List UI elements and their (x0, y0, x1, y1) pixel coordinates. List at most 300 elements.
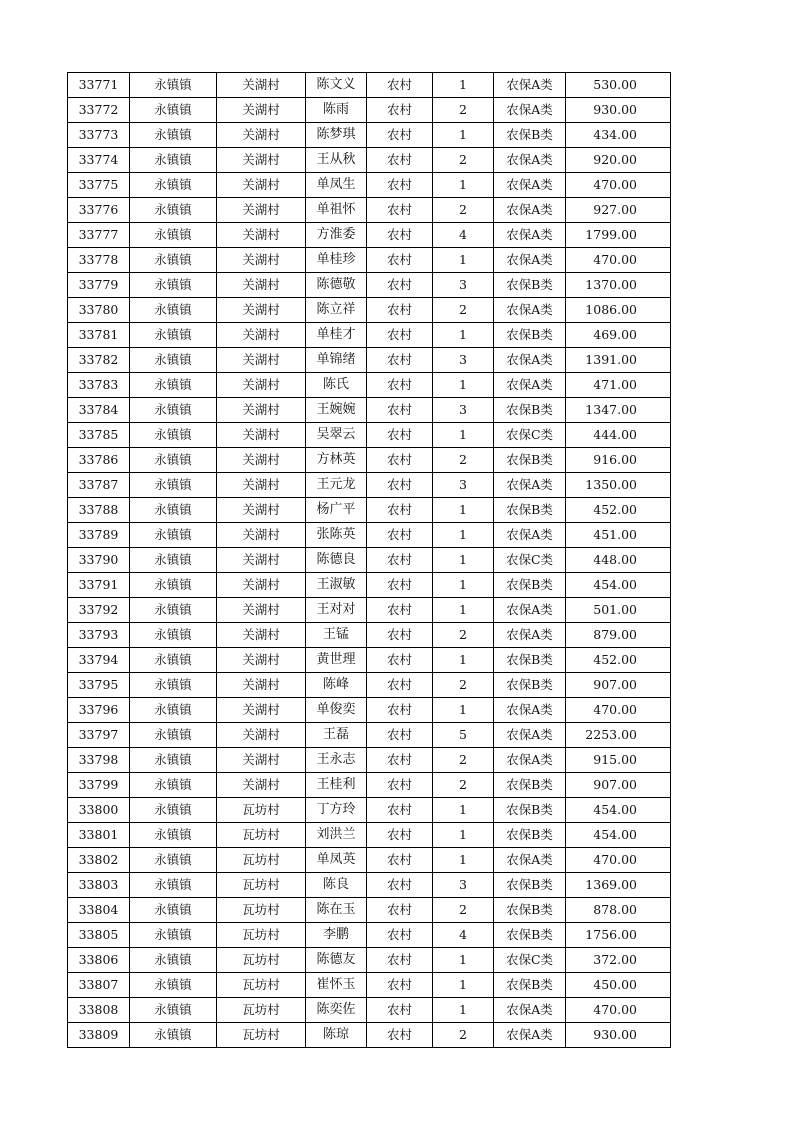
cell-town: 永镇镇 (130, 448, 217, 473)
cell-name: 陈氏 (306, 373, 367, 398)
cell-amount: 434.00 (566, 123, 671, 148)
cell-id: 33804 (68, 898, 130, 923)
cell-amount: 1370.00 (566, 273, 671, 298)
cell-id: 33774 (68, 148, 130, 173)
cell-category: 农保A类 (494, 98, 566, 123)
cell-village: 关湖村 (217, 623, 306, 648)
cell-name: 崔怀玉 (306, 973, 367, 998)
cell-town: 永镇镇 (130, 798, 217, 823)
cell-amount: 452.00 (566, 498, 671, 523)
cell-town: 永镇镇 (130, 598, 217, 623)
cell-name: 王磊 (306, 723, 367, 748)
cell-name: 单凤生 (306, 173, 367, 198)
cell-town: 永镇镇 (130, 823, 217, 848)
table-row (68, 473, 671, 498)
cell-category: 农保A类 (494, 198, 566, 223)
table-row (68, 673, 671, 698)
cell-id: 33799 (68, 773, 130, 798)
cell-area: 农村 (367, 1023, 433, 1048)
cell-area: 农村 (367, 223, 433, 248)
cell-village: 瓦坊村 (217, 823, 306, 848)
cell-amount: 879.00 (566, 623, 671, 648)
cell-name: 陈奕佐 (306, 998, 367, 1023)
cell-name: 单桂才 (306, 323, 367, 348)
cell-village: 关湖村 (217, 598, 306, 623)
cell-amount: 470.00 (566, 998, 671, 1023)
table-row (68, 648, 671, 673)
cell-area: 农村 (367, 548, 433, 573)
cell-amount: 454.00 (566, 798, 671, 823)
cell-count: 2 (433, 98, 494, 123)
cell-area: 农村 (367, 523, 433, 548)
cell-amount: 878.00 (566, 898, 671, 923)
cell-town: 永镇镇 (130, 223, 217, 248)
cell-area: 农村 (367, 348, 433, 373)
cell-amount: 930.00 (566, 1023, 671, 1048)
cell-count: 1 (433, 948, 494, 973)
cell-id: 33806 (68, 948, 130, 973)
cell-village: 瓦坊村 (217, 1023, 306, 1048)
table-row (68, 298, 671, 323)
cell-name: 单凤英 (306, 848, 367, 873)
cell-id: 33788 (68, 498, 130, 523)
cell-category: 农保B类 (494, 398, 566, 423)
cell-area: 农村 (367, 573, 433, 598)
cell-id: 33772 (68, 98, 130, 123)
cell-id: 33798 (68, 748, 130, 773)
cell-amount: 1350.00 (566, 473, 671, 498)
cell-area: 农村 (367, 873, 433, 898)
cell-count: 1 (433, 123, 494, 148)
cell-id: 33803 (68, 873, 130, 898)
cell-category: 农保A类 (494, 473, 566, 498)
cell-id: 33796 (68, 698, 130, 723)
cell-amount: 920.00 (566, 148, 671, 173)
cell-amount: 915.00 (566, 748, 671, 773)
cell-town: 永镇镇 (130, 573, 217, 598)
cell-town: 永镇镇 (130, 698, 217, 723)
cell-name: 王元龙 (306, 473, 367, 498)
cell-village: 关湖村 (217, 398, 306, 423)
cell-count: 1 (433, 173, 494, 198)
cell-name: 陈在玉 (306, 898, 367, 923)
cell-area: 农村 (367, 73, 433, 98)
cell-category: 农保A类 (494, 173, 566, 198)
cell-town: 永镇镇 (130, 673, 217, 698)
cell-count: 1 (433, 248, 494, 273)
cell-name: 陈良 (306, 873, 367, 898)
cell-area: 农村 (367, 173, 433, 198)
cell-id: 33784 (68, 398, 130, 423)
cell-amount: 1756.00 (566, 923, 671, 948)
cell-village: 关湖村 (217, 348, 306, 373)
cell-area: 农村 (367, 448, 433, 473)
cell-village: 关湖村 (217, 498, 306, 523)
cell-id: 33775 (68, 173, 130, 198)
cell-category: 农保B类 (494, 448, 566, 473)
cell-id: 33779 (68, 273, 130, 298)
cell-category: 农保A类 (494, 848, 566, 873)
table-row (68, 623, 671, 648)
cell-amount: 450.00 (566, 973, 671, 998)
cell-category: 农保A类 (494, 373, 566, 398)
cell-amount: 1799.00 (566, 223, 671, 248)
cell-amount: 448.00 (566, 548, 671, 573)
cell-id: 33773 (68, 123, 130, 148)
cell-town: 永镇镇 (130, 623, 217, 648)
cell-count: 1 (433, 848, 494, 873)
cell-area: 农村 (367, 898, 433, 923)
table-row (68, 773, 671, 798)
cell-category: 农保A类 (494, 998, 566, 1023)
cell-name: 黄世理 (306, 648, 367, 673)
cell-id: 33809 (68, 1023, 130, 1048)
cell-count: 1 (433, 798, 494, 823)
cell-count: 2 (433, 298, 494, 323)
cell-area: 农村 (367, 323, 433, 348)
cell-amount: 470.00 (566, 848, 671, 873)
cell-count: 1 (433, 573, 494, 598)
cell-name: 单桂珍 (306, 248, 367, 273)
cell-id: 33777 (68, 223, 130, 248)
cell-category: 农保A类 (494, 248, 566, 273)
cell-count: 1 (433, 823, 494, 848)
cell-category: 农保C类 (494, 948, 566, 973)
table-row (68, 323, 671, 348)
cell-id: 33795 (68, 673, 130, 698)
cell-amount: 530.00 (566, 73, 671, 98)
cell-area: 农村 (367, 498, 433, 523)
cell-village: 瓦坊村 (217, 973, 306, 998)
cell-count: 1 (433, 373, 494, 398)
cell-village: 关湖村 (217, 573, 306, 598)
cell-category: 农保C类 (494, 548, 566, 573)
cell-area: 农村 (367, 773, 433, 798)
cell-village: 关湖村 (217, 548, 306, 573)
cell-count: 3 (433, 873, 494, 898)
cell-id: 33789 (68, 523, 130, 548)
cell-count: 2 (433, 198, 494, 223)
cell-village: 关湖村 (217, 273, 306, 298)
cell-count: 3 (433, 348, 494, 373)
cell-category: 农保A类 (494, 148, 566, 173)
cell-id: 33807 (68, 973, 130, 998)
cell-name: 陈琼 (306, 1023, 367, 1048)
cell-id: 33790 (68, 548, 130, 573)
cell-name: 方淮委 (306, 223, 367, 248)
cell-village: 关湖村 (217, 473, 306, 498)
cell-village: 关湖村 (217, 423, 306, 448)
cell-amount: 1369.00 (566, 873, 671, 898)
cell-category: 农保A类 (494, 698, 566, 723)
cell-village: 关湖村 (217, 73, 306, 98)
cell-category: 农保A类 (494, 298, 566, 323)
cell-id: 33787 (68, 473, 130, 498)
data-table (67, 72, 671, 1048)
cell-village: 关湖村 (217, 648, 306, 673)
cell-amount: 454.00 (566, 573, 671, 598)
table-row (68, 98, 671, 123)
cell-village: 关湖村 (217, 123, 306, 148)
cell-town: 永镇镇 (130, 923, 217, 948)
cell-count: 3 (433, 473, 494, 498)
cell-town: 永镇镇 (130, 723, 217, 748)
cell-amount: 444.00 (566, 423, 671, 448)
cell-town: 永镇镇 (130, 348, 217, 373)
cell-name: 丁方玲 (306, 798, 367, 823)
cell-count: 2 (433, 1023, 494, 1048)
table-row (68, 373, 671, 398)
cell-town: 永镇镇 (130, 398, 217, 423)
cell-category: 农保B类 (494, 873, 566, 898)
cell-area: 农村 (367, 948, 433, 973)
cell-id: 33791 (68, 573, 130, 598)
cell-town: 永镇镇 (130, 148, 217, 173)
cell-area: 农村 (367, 198, 433, 223)
cell-village: 关湖村 (217, 698, 306, 723)
cell-count: 1 (433, 998, 494, 1023)
cell-town: 永镇镇 (130, 173, 217, 198)
cell-town: 永镇镇 (130, 248, 217, 273)
cell-category: 农保C类 (494, 423, 566, 448)
cell-category: 农保B类 (494, 773, 566, 798)
cell-name: 陈峰 (306, 673, 367, 698)
cell-area: 农村 (367, 123, 433, 148)
cell-amount: 2253.00 (566, 723, 671, 748)
cell-category: 农保A类 (494, 598, 566, 623)
cell-id: 33785 (68, 423, 130, 448)
cell-amount: 501.00 (566, 598, 671, 623)
cell-area: 农村 (367, 648, 433, 673)
cell-count: 1 (433, 73, 494, 98)
cell-id: 33805 (68, 923, 130, 948)
cell-name: 单锦绪 (306, 348, 367, 373)
table-row (68, 798, 671, 823)
cell-name: 单祖怀 (306, 198, 367, 223)
cell-area: 农村 (367, 973, 433, 998)
cell-amount: 1391.00 (566, 348, 671, 373)
cell-count: 1 (433, 323, 494, 348)
cell-amount: 927.00 (566, 198, 671, 223)
cell-town: 永镇镇 (130, 748, 217, 773)
cell-category: 农保A类 (494, 223, 566, 248)
cell-category: 农保B类 (494, 798, 566, 823)
cell-id: 33808 (68, 998, 130, 1023)
cell-town: 永镇镇 (130, 298, 217, 323)
cell-area: 农村 (367, 398, 433, 423)
cell-town: 永镇镇 (130, 473, 217, 498)
cell-amount: 372.00 (566, 948, 671, 973)
cell-name: 王从秋 (306, 148, 367, 173)
cell-category: 农保B类 (494, 898, 566, 923)
cell-category: 农保B类 (494, 273, 566, 298)
cell-village: 关湖村 (217, 448, 306, 473)
cell-count: 2 (433, 673, 494, 698)
cell-area: 农村 (367, 998, 433, 1023)
cell-town: 永镇镇 (130, 273, 217, 298)
table-row (68, 348, 671, 373)
cell-id: 33781 (68, 323, 130, 348)
cell-category: 农保B类 (494, 573, 566, 598)
table-row (68, 448, 671, 473)
cell-category: 农保A类 (494, 623, 566, 648)
cell-area: 农村 (367, 473, 433, 498)
cell-village: 关湖村 (217, 173, 306, 198)
cell-amount: 452.00 (566, 648, 671, 673)
cell-village: 关湖村 (217, 98, 306, 123)
cell-amount: 470.00 (566, 698, 671, 723)
table-row (68, 723, 671, 748)
cell-category: 农保A类 (494, 73, 566, 98)
cell-category: 农保A类 (494, 1023, 566, 1048)
cell-village: 关湖村 (217, 723, 306, 748)
cell-count: 1 (433, 498, 494, 523)
cell-category: 农保B类 (494, 973, 566, 998)
cell-area: 农村 (367, 273, 433, 298)
cell-village: 关湖村 (217, 248, 306, 273)
cell-id: 33780 (68, 298, 130, 323)
cell-name: 陈文义 (306, 73, 367, 98)
cell-id: 33801 (68, 823, 130, 848)
cell-town: 永镇镇 (130, 773, 217, 798)
cell-category: 农保A类 (494, 348, 566, 373)
cell-area: 农村 (367, 698, 433, 723)
cell-category: 农保A类 (494, 723, 566, 748)
cell-area: 农村 (367, 598, 433, 623)
table-row (68, 948, 671, 973)
cell-id: 33792 (68, 598, 130, 623)
table-row (68, 273, 671, 298)
cell-town: 永镇镇 (130, 548, 217, 573)
cell-count: 4 (433, 223, 494, 248)
cell-village: 关湖村 (217, 523, 306, 548)
cell-town: 永镇镇 (130, 648, 217, 673)
cell-area: 农村 (367, 848, 433, 873)
cell-town: 永镇镇 (130, 123, 217, 148)
cell-count: 2 (433, 148, 494, 173)
cell-id: 33797 (68, 723, 130, 748)
cell-amount: 469.00 (566, 323, 671, 348)
table-row (68, 598, 671, 623)
cell-area: 农村 (367, 423, 433, 448)
table-row (68, 873, 671, 898)
cell-name: 方林英 (306, 448, 367, 473)
cell-amount: 930.00 (566, 98, 671, 123)
cell-name: 杨广平 (306, 498, 367, 523)
cell-town: 永镇镇 (130, 998, 217, 1023)
table-row (68, 148, 671, 173)
table-row (68, 1023, 671, 1048)
cell-town: 永镇镇 (130, 323, 217, 348)
cell-name: 王对对 (306, 598, 367, 623)
cell-count: 3 (433, 273, 494, 298)
cell-id: 33802 (68, 848, 130, 873)
cell-count: 1 (433, 648, 494, 673)
cell-category: 农保B类 (494, 648, 566, 673)
cell-town: 永镇镇 (130, 973, 217, 998)
cell-town: 永镇镇 (130, 73, 217, 98)
table-row (68, 198, 671, 223)
table-row (68, 898, 671, 923)
cell-village: 关湖村 (217, 773, 306, 798)
cell-category: 农保B类 (494, 823, 566, 848)
cell-town: 永镇镇 (130, 498, 217, 523)
table-row (68, 123, 671, 148)
cell-town: 永镇镇 (130, 898, 217, 923)
cell-area: 农村 (367, 98, 433, 123)
cell-name: 王锰 (306, 623, 367, 648)
cell-amount: 470.00 (566, 173, 671, 198)
table-row (68, 923, 671, 948)
cell-village: 瓦坊村 (217, 998, 306, 1023)
cell-area: 农村 (367, 923, 433, 948)
table-row (68, 523, 671, 548)
cell-area: 农村 (367, 373, 433, 398)
cell-count: 4 (433, 923, 494, 948)
cell-id: 33778 (68, 248, 130, 273)
cell-name: 陈梦琪 (306, 123, 367, 148)
table-row (68, 823, 671, 848)
table-row (68, 748, 671, 773)
cell-id: 33800 (68, 798, 130, 823)
cell-area: 农村 (367, 673, 433, 698)
table-row (68, 698, 671, 723)
cell-category: 农保B类 (494, 123, 566, 148)
cell-count: 2 (433, 898, 494, 923)
cell-amount: 451.00 (566, 523, 671, 548)
cell-category: 农保B类 (494, 498, 566, 523)
cell-town: 永镇镇 (130, 423, 217, 448)
cell-amount: 907.00 (566, 773, 671, 798)
cell-amount: 470.00 (566, 248, 671, 273)
cell-area: 农村 (367, 298, 433, 323)
cell-name: 王淑敏 (306, 573, 367, 598)
cell-id: 33771 (68, 73, 130, 98)
cell-category: 农保A类 (494, 748, 566, 773)
cell-area: 农村 (367, 748, 433, 773)
cell-count: 1 (433, 598, 494, 623)
cell-town: 永镇镇 (130, 198, 217, 223)
cell-village: 关湖村 (217, 748, 306, 773)
table-row (68, 498, 671, 523)
cell-town: 永镇镇 (130, 523, 217, 548)
cell-count: 2 (433, 448, 494, 473)
cell-name: 吴翠云 (306, 423, 367, 448)
cell-name: 王永志 (306, 748, 367, 773)
cell-town: 永镇镇 (130, 873, 217, 898)
table-row (68, 548, 671, 573)
table-row (68, 398, 671, 423)
cell-category: 农保B类 (494, 673, 566, 698)
cell-area: 农村 (367, 723, 433, 748)
cell-name: 单俊奕 (306, 698, 367, 723)
cell-id: 33793 (68, 623, 130, 648)
cell-village: 瓦坊村 (217, 948, 306, 973)
cell-amount: 907.00 (566, 673, 671, 698)
cell-count: 1 (433, 523, 494, 548)
cell-id: 33782 (68, 348, 130, 373)
cell-name: 陈立祥 (306, 298, 367, 323)
cell-village: 关湖村 (217, 298, 306, 323)
cell-name: 陈德良 (306, 548, 367, 573)
cell-town: 永镇镇 (130, 373, 217, 398)
cell-name: 刘洪兰 (306, 823, 367, 848)
cell-town: 永镇镇 (130, 1023, 217, 1048)
table-row (68, 573, 671, 598)
cell-count: 2 (433, 748, 494, 773)
cell-amount: 471.00 (566, 373, 671, 398)
cell-area: 农村 (367, 248, 433, 273)
